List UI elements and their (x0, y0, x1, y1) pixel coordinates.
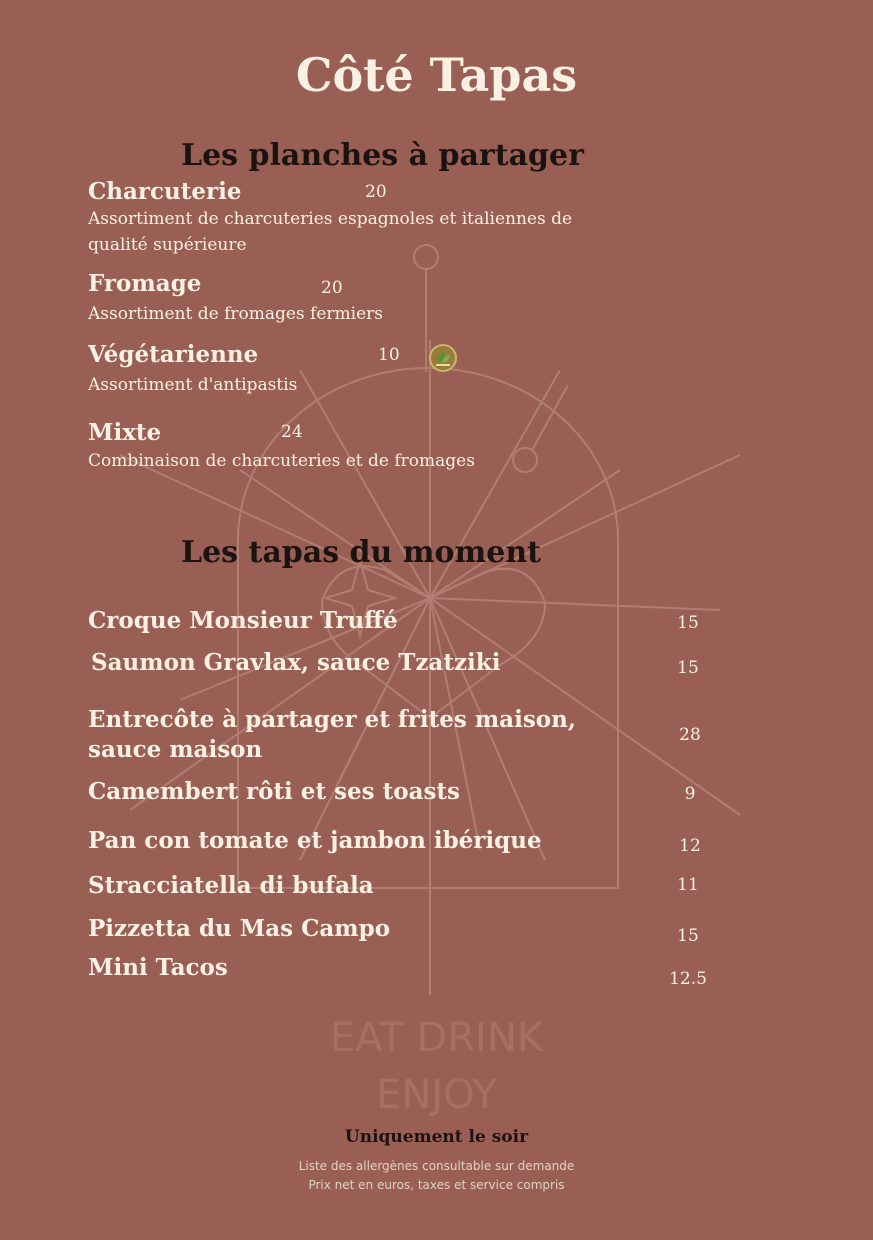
planche-description: Assortiment de fromages fermiers (88, 304, 383, 324)
tapas-name: Pizzetta du Mas Campo (88, 915, 391, 942)
watermark-line-2: ENJOY (376, 1072, 497, 1118)
planche-price: 10 (378, 345, 400, 365)
tapas-price: 15 (677, 926, 699, 946)
tapas-name: Camembert rôti et ses toasts (88, 778, 460, 805)
planche-price: 20 (365, 182, 387, 202)
planche-name: Charcuterie (88, 178, 242, 205)
section-heading-planches: Les planches à partager (181, 138, 584, 173)
planche-price: 20 (321, 278, 343, 298)
planche-name: Fromage (88, 270, 202, 297)
planche-name: Mixte (88, 419, 162, 446)
vegan-leaf-icon (428, 343, 458, 373)
tapas-name: Stracciatella di bufala (88, 872, 374, 899)
evening-only-note: Uniquement le soir (344, 1127, 529, 1147)
tapas-name: Pan con tomate et jambon ibérique (88, 827, 542, 854)
tapas-price: 15 (677, 613, 699, 633)
page-title: Côté Tapas (295, 48, 578, 102)
section-heading-tapas: Les tapas du moment (181, 535, 542, 570)
tapas-price: 11 (677, 875, 699, 895)
planche-price: 24 (281, 422, 303, 442)
tapas-name: Mini Tacos (88, 954, 228, 981)
tapas-price: 12 (679, 836, 701, 856)
tapas-price: 15 (677, 658, 699, 678)
planche-description: Assortiment de charcuteries espagnoles et italiennes de qualité supérieure (88, 209, 573, 255)
tapas-name: Entrecôte à partager et frites maison, sauce maison (88, 706, 576, 763)
prices-note: Prix net en euros, taxes et service compris (308, 1178, 565, 1192)
tapas-price: 9 (684, 784, 696, 804)
tapas-name: Saumon Gravlax, sauce Tzatziki (91, 649, 501, 676)
watermark-line-1: EAT DRINK (329, 1015, 544, 1061)
tapas-price: 12.5 (669, 969, 707, 989)
planche-description: Combinaison de charcuteries et de fromages (88, 451, 475, 471)
allergens-note: Liste des allergènes consultable sur demande (298, 1159, 575, 1173)
planche-name: Végétarienne (88, 341, 259, 368)
tapas-price: 28 (679, 725, 701, 745)
planche-description: Assortiment d'antipastis (88, 375, 298, 395)
tapas-name: Croque Monsieur Truffé (88, 607, 398, 634)
